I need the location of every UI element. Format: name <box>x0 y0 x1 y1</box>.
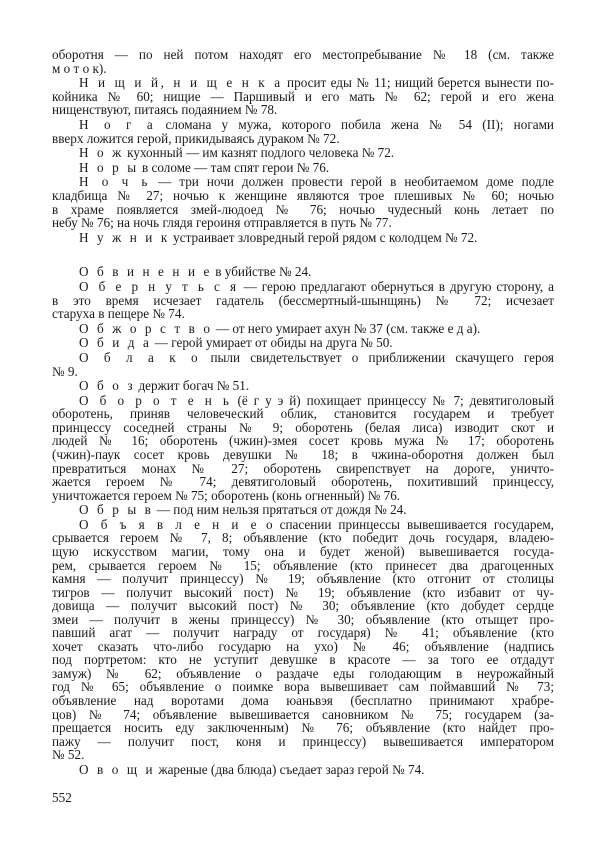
index-entry <box>52 280 554 321</box>
line-text: прещается носить еду заключенным) № 76; объявление (кто найдет про- <box>52 720 554 736</box>
line-text: держит богач № 51. <box>135 378 250 394</box>
text-line <box>52 462 554 476</box>
text-line <box>52 599 554 613</box>
index-entry <box>52 146 554 160</box>
text-line <box>52 118 554 132</box>
text-line <box>52 434 554 448</box>
index-entry <box>52 231 554 245</box>
text-line <box>52 653 554 667</box>
text-line <box>52 265 554 279</box>
text-line <box>52 626 554 640</box>
text-line <box>52 680 554 694</box>
entry-headword: Н о р ы <box>79 159 139 175</box>
entry-headword: Н о ж <box>79 145 124 161</box>
line-text: нищенствуют, питаясь подаянием № 78. <box>52 102 278 118</box>
text-line <box>52 518 554 532</box>
text-line <box>52 667 554 681</box>
text-line <box>52 572 554 586</box>
line-text: павший агат — получит награду от государя) № 41; объявление (кто <box>52 625 554 641</box>
text-line <box>52 336 554 350</box>
text-line <box>52 721 554 735</box>
text-line <box>52 76 554 90</box>
text-line <box>52 489 554 503</box>
text-line <box>52 175 554 189</box>
line-text: хочет сказать что-либо государю на ухо) № 46; объявление (надпись <box>52 638 554 654</box>
line-text: — герою предлагают обернуться в другую сторону, а <box>238 278 554 294</box>
line-text: цов) № 74; объявление вывешивается сановником № 75; государем (за- <box>52 706 554 722</box>
text-line <box>52 307 554 321</box>
entry-headword: О б в и н е н и е <box>79 264 212 280</box>
line-text: (чжин)-паук сосет кровь девушки № 18; в чжина-оборотня должен был <box>52 446 554 462</box>
line-text: оборотня — по ней потом находят его местопребывание № 18 (см. также <box>52 47 554 63</box>
text-line <box>52 280 554 294</box>
line-text: койника № 60; нищие — Паршивый и его мать № 62; герой и его жена <box>52 88 554 104</box>
text-line <box>52 735 554 749</box>
text-line <box>52 189 554 203</box>
line-text: пыли свидетельствует о приближении скачущего героя <box>200 349 554 365</box>
line-text: уничтожается героем № 75; оборотень (конь огненный) № 76. <box>52 487 401 503</box>
entry-headword: О б о р о т е н ь <box>79 392 232 408</box>
line-text: год № 65; объявление о поимке вора вывешивает сам поймавший № 73; <box>52 679 554 695</box>
line-text: превратиться монах № 27; оборотень свирепствует на дороге, уничто- <box>52 460 554 476</box>
line-text: жареные (два блюда) съедает зараз герой № 74. <box>155 761 425 777</box>
line-text: людей № 16; оборотень (чжин)-змея сосет кровь мужа № 17; оборотень <box>52 433 554 449</box>
line-text: просит еды № 11; нищий берется вынести по- <box>282 75 554 91</box>
text-line <box>52 216 554 230</box>
entry-headword: О в о щ и <box>79 761 156 777</box>
text-line <box>52 103 554 117</box>
text-line <box>52 161 554 175</box>
line-text: в храме появляется змей-людоед № 76; ночью чудесный конь летает по <box>52 201 554 217</box>
line-text: в соломе — там спят герои № 76. <box>138 159 330 175</box>
text-line <box>52 531 554 545</box>
index-entry <box>52 518 554 762</box>
text-line <box>52 448 554 462</box>
text-line <box>52 351 554 365</box>
line-text: жается героем № 74; девятиголовый оборотень, похитивший принцессу, <box>52 474 554 490</box>
line-text: кладбища № 27; ночью к женщине являются трое плешивых № 60; ночью <box>52 188 554 204</box>
line-text: (ё г у э й) похищает принцессу № 7; девятиголовый <box>231 392 554 408</box>
line-text: небу № 76; на ночь глядя героиня отправляется в путь № 77. <box>52 215 392 231</box>
index-entry <box>52 394 554 502</box>
line-text: вверх ложится герой, прикидываясь дураком № 72. <box>52 130 340 146</box>
text-line <box>52 545 554 559</box>
entry-headword: Н о ч ь <box>79 174 151 190</box>
text-line <box>52 694 554 708</box>
entry-headword: О б и д а <box>79 335 152 351</box>
text-line <box>52 379 554 393</box>
index-entry <box>52 118 554 145</box>
index-entry <box>52 503 554 517</box>
index-entry <box>52 161 554 175</box>
entry-headword: О б р ы в <box>79 502 154 518</box>
text-line <box>52 322 554 336</box>
index-entry <box>52 265 554 279</box>
line-text: — от него умирает ахун № 37 (см. также е д а). <box>212 320 481 336</box>
line-text: м о т о к). <box>52 60 107 76</box>
book-page-text <box>52 47 554 776</box>
index-entry <box>52 175 554 229</box>
line-text: старуха в пещере № 74. <box>52 306 185 322</box>
line-text: сломана у мужа, которого побила жена № 54 (II); ногами <box>155 117 554 133</box>
line-text: — герой умирает от обиды на друга № 50. <box>151 335 393 351</box>
line-text: довища — получит высокий пост) № 30; объявление (кто добудет сердце <box>52 598 554 614</box>
entry-headword: Н и щ и й, н и щ е н к а <box>79 75 283 91</box>
text-line <box>52 394 554 408</box>
text-line <box>52 559 554 573</box>
line-text: пажу — получит пост, коня и принцессу) вывешивается императором <box>52 733 554 749</box>
text-line <box>52 475 554 489</box>
text-line <box>52 62 554 76</box>
line-text: устраивает зловредный герой рядом с колодцем № 72. <box>169 229 478 245</box>
line-text: срывается героем № 7, 8; объявление (кто победит дочь государя, владею- <box>52 530 554 546</box>
line-text: в это время исчезает гадатель (бессмертный-шынщянь) № 72; исчезает <box>52 292 554 308</box>
entry-headword: О б о з <box>79 378 136 394</box>
text-line <box>52 90 554 104</box>
line-text: кухонный — им казнят подлого человека № 72. <box>123 145 395 161</box>
line-text: — три ночи должен провести герой в необитаемом доме подле <box>150 174 555 190</box>
entry-headword: Н о г а <box>79 117 156 133</box>
text-line <box>52 586 554 600</box>
entry-headword: О б ж о р с т в о <box>79 320 213 336</box>
text-line <box>52 146 554 160</box>
index-entry <box>52 351 554 378</box>
line-text: щую искусством магии, тому она и будет женой) вывешивается госуда- <box>52 544 554 559</box>
index-entry <box>52 48 554 75</box>
text-line <box>52 203 554 217</box>
text-line <box>52 708 554 722</box>
text-line <box>52 613 554 627</box>
entry-headword: Н у ж н и к <box>79 229 170 245</box>
text-line <box>52 503 554 517</box>
index-entry <box>52 763 554 777</box>
text-line <box>52 132 554 146</box>
text-line <box>52 365 554 379</box>
entry-headword: О б ъ я в л е н и е <box>79 516 260 532</box>
line-text: оборотень, приняв человеческий облик, становится государем и требует <box>52 406 554 422</box>
line-text: объявление над воротами дома юаньвэя (бесплатно принимают храбре- <box>52 693 554 709</box>
line-text: под портретом: кто не уступит девушке в красоте — за того ее отдадут <box>52 652 554 668</box>
index-entry <box>52 76 554 117</box>
text-line <box>52 640 554 654</box>
index-entry <box>52 379 554 393</box>
line-text: № 9. <box>52 363 78 379</box>
text-line <box>52 407 554 421</box>
text-line <box>52 294 554 308</box>
line-text: змеи — получит в жены принцессу) № 30; объявление (кто отыщет про- <box>52 611 554 627</box>
index-entry <box>52 336 554 350</box>
text-line <box>52 748 554 762</box>
text-line <box>52 48 554 62</box>
text-line <box>52 231 554 245</box>
line-text: камня — получит принцессу) № 19; объявление (кто отгонит от столицы <box>52 571 554 587</box>
line-text: — под ним нельзя прятаться от дождя № 24. <box>153 502 407 518</box>
index-entry <box>52 322 554 336</box>
line-text: рем, срывается героем № 15; объявление (кто принесет два драгоценных <box>52 557 554 573</box>
text-line <box>52 763 554 777</box>
line-text: № 52. <box>52 747 85 763</box>
entry-headword: О б е р н у т ь с я <box>79 278 239 294</box>
line-text: о спасении принцессы вывешивается государем, <box>259 516 554 532</box>
line-text: в убийстве № 24. <box>211 264 312 280</box>
line-text: принцессу соседней страны № 9; оборотень (белая лиса) изводит скот и <box>52 419 554 435</box>
page-number: 552 <box>52 790 72 805</box>
entry-headword: О б л а к о <box>79 349 201 365</box>
line-text: тигров — получит высокий пост) № 19; объявление (кто избавит от чу- <box>52 584 554 600</box>
text-line <box>52 421 554 435</box>
line-text: замуж) № 62; объявление о раздаче еды голодающим в неурожайный <box>52 665 554 681</box>
